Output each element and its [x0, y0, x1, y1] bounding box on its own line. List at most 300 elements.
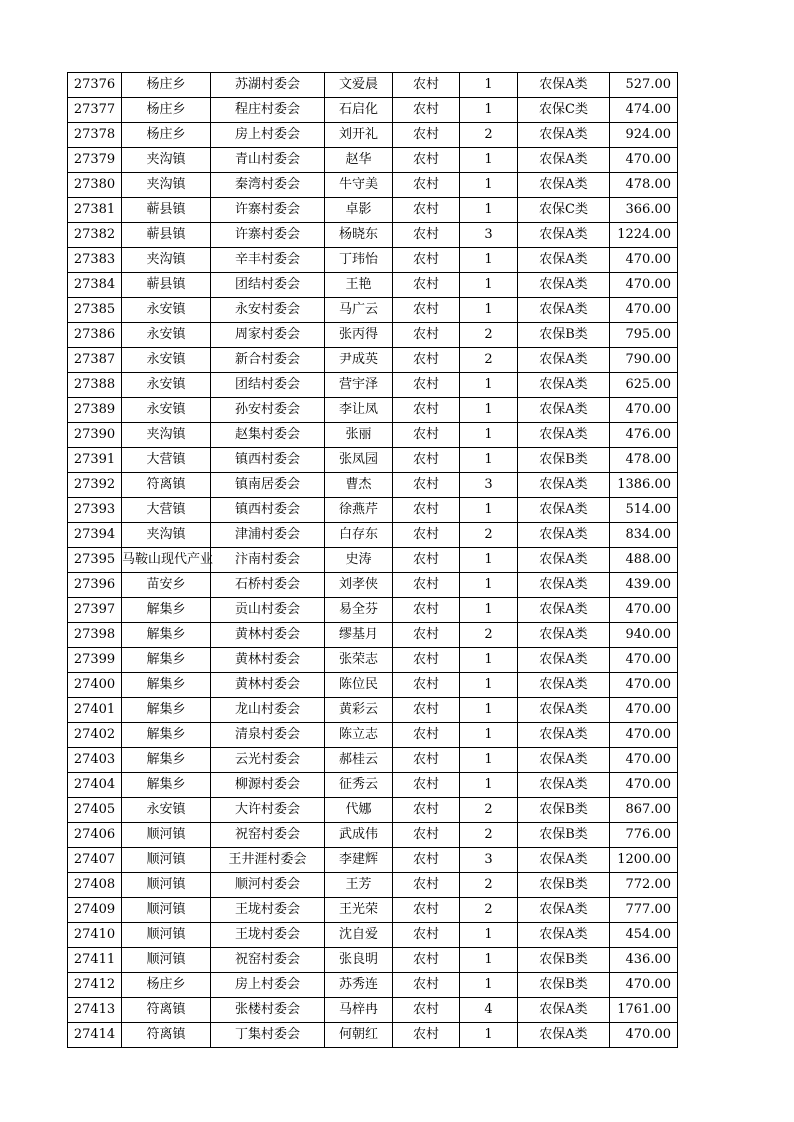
table-row: [68, 323, 678, 348]
village-committee-cell: 黄林村委会: [211, 673, 325, 698]
insurance-category-cell: 农保A类: [518, 73, 610, 98]
insurance-category-cell: 农保C类: [518, 198, 610, 223]
person-count-cell: 1: [460, 573, 518, 598]
amount-cell: 470.00: [610, 298, 678, 323]
village-committee-cell: 黄林村委会: [211, 623, 325, 648]
person-count-cell: 2: [460, 523, 518, 548]
insurance-category-cell: 农保A类: [518, 848, 610, 873]
table-row: [68, 248, 678, 273]
name-cell: 王艳: [325, 273, 393, 298]
person-count-cell: 1: [460, 723, 518, 748]
table-row: [68, 948, 678, 973]
person-count-cell: 2: [460, 623, 518, 648]
name-cell: 丁玮怡: [325, 248, 393, 273]
household-type-cell: 农村: [393, 898, 460, 923]
town-cell: 顺河镇: [122, 823, 211, 848]
name-cell: 郝桂云: [325, 748, 393, 773]
town-cell: 解集乡: [122, 648, 211, 673]
table-row: [68, 98, 678, 123]
household-type-cell: 农村: [393, 848, 460, 873]
person-count-cell: 2: [460, 898, 518, 923]
amount-cell: 436.00: [610, 948, 678, 973]
town-cell: 顺河镇: [122, 948, 211, 973]
household-type-cell: 农村: [393, 523, 460, 548]
record-id-cell: 27412: [68, 973, 122, 998]
name-cell: 张凤园: [325, 448, 393, 473]
insurance-category-cell: 农保A类: [518, 148, 610, 173]
household-type-cell: 农村: [393, 398, 460, 423]
town-cell: 蕲县镇: [122, 223, 211, 248]
village-committee-cell: 辛丰村委会: [211, 248, 325, 273]
town-cell: 顺河镇: [122, 923, 211, 948]
table-row: [68, 298, 678, 323]
insurance-category-cell: 农保B类: [518, 973, 610, 998]
name-cell: 缪基月: [325, 623, 393, 648]
amount-cell: 476.00: [610, 423, 678, 448]
town-cell: 解集乡: [122, 698, 211, 723]
table-row: [68, 923, 678, 948]
name-cell: 杨晓东: [325, 223, 393, 248]
town-cell: 杨庄乡: [122, 98, 211, 123]
record-id-cell: 27397: [68, 598, 122, 623]
insurance-category-cell: 农保C类: [518, 98, 610, 123]
record-id-cell: 27404: [68, 773, 122, 798]
village-committee-cell: 黄林村委会: [211, 648, 325, 673]
village-committee-cell: 苏湖村委会: [211, 73, 325, 98]
table-row: [68, 423, 678, 448]
town-cell: 解集乡: [122, 623, 211, 648]
village-committee-cell: 团结村委会: [211, 273, 325, 298]
insurance-category-cell: 农保A类: [518, 1023, 610, 1048]
table-row: [68, 748, 678, 773]
insurance-category-cell: 农保A类: [518, 598, 610, 623]
table-row: [68, 223, 678, 248]
person-count-cell: 1: [460, 73, 518, 98]
records-table-body: [68, 73, 678, 1048]
name-cell: 刘开礼: [325, 123, 393, 148]
amount-cell: 625.00: [610, 373, 678, 398]
village-committee-cell: 贡山村委会: [211, 598, 325, 623]
amount-cell: 474.00: [610, 98, 678, 123]
village-committee-cell: 丁集村委会: [211, 1023, 325, 1048]
village-committee-cell: 云光村委会: [211, 748, 325, 773]
amount-cell: 470.00: [610, 773, 678, 798]
table-row: [68, 148, 678, 173]
record-id-cell: 27380: [68, 173, 122, 198]
town-cell: 大营镇: [122, 498, 211, 523]
person-count-cell: 3: [460, 223, 518, 248]
insurance-category-cell: 农保A类: [518, 123, 610, 148]
record-id-cell: 27396: [68, 573, 122, 598]
household-type-cell: 农村: [393, 223, 460, 248]
table-row: [68, 273, 678, 298]
record-id-cell: 27379: [68, 148, 122, 173]
household-type-cell: 农村: [393, 998, 460, 1023]
amount-cell: 867.00: [610, 798, 678, 823]
table-row: [68, 548, 678, 573]
village-committee-cell: 房上村委会: [211, 123, 325, 148]
insurance-category-cell: 农保A类: [518, 223, 610, 248]
table-row: [68, 73, 678, 98]
amount-cell: 1761.00: [610, 998, 678, 1023]
amount-cell: 470.00: [610, 723, 678, 748]
table-row: [68, 373, 678, 398]
table-row: [68, 198, 678, 223]
household-type-cell: 农村: [393, 798, 460, 823]
record-id-cell: 27407: [68, 848, 122, 873]
person-count-cell: 1: [460, 198, 518, 223]
amount-cell: 478.00: [610, 448, 678, 473]
table-row: [68, 973, 678, 998]
name-cell: 徐燕芹: [325, 498, 393, 523]
town-cell: 永安镇: [122, 298, 211, 323]
record-id-cell: 27394: [68, 523, 122, 548]
town-cell: 符离镇: [122, 473, 211, 498]
insurance-category-cell: 农保A类: [518, 898, 610, 923]
name-cell: 王芳: [325, 873, 393, 898]
name-cell: 卓影: [325, 198, 393, 223]
village-committee-cell: 许寨村委会: [211, 198, 325, 223]
insurance-category-cell: 农保A类: [518, 548, 610, 573]
person-count-cell: 1: [460, 173, 518, 198]
record-id-cell: 27393: [68, 498, 122, 523]
record-id-cell: 27405: [68, 798, 122, 823]
record-id-cell: 27403: [68, 748, 122, 773]
amount-cell: 470.00: [610, 648, 678, 673]
amount-cell: 470.00: [610, 673, 678, 698]
household-type-cell: 农村: [393, 923, 460, 948]
name-cell: 征秀云: [325, 773, 393, 798]
person-count-cell: 2: [460, 873, 518, 898]
insurance-category-cell: 农保A类: [518, 573, 610, 598]
town-cell: 顺河镇: [122, 873, 211, 898]
household-type-cell: 农村: [393, 198, 460, 223]
amount-cell: 488.00: [610, 548, 678, 573]
insurance-category-cell: 农保A类: [518, 298, 610, 323]
person-count-cell: 1: [460, 248, 518, 273]
insurance-category-cell: 农保A类: [518, 348, 610, 373]
person-count-cell: 2: [460, 348, 518, 373]
village-committee-cell: 新合村委会: [211, 348, 325, 373]
name-cell: 马梓冉: [325, 998, 393, 1023]
town-cell: 顺河镇: [122, 848, 211, 873]
insurance-category-cell: 农保A类: [518, 998, 610, 1023]
village-committee-cell: 秦湾村委会: [211, 173, 325, 198]
name-cell: 尹成英: [325, 348, 393, 373]
table-row: [68, 773, 678, 798]
record-id-cell: 27376: [68, 73, 122, 98]
table-row: [68, 698, 678, 723]
village-committee-cell: 大许村委会: [211, 798, 325, 823]
person-count-cell: 1: [460, 148, 518, 173]
table-row: [68, 448, 678, 473]
amount-cell: 940.00: [610, 623, 678, 648]
table-row: [68, 998, 678, 1023]
amount-cell: 527.00: [610, 73, 678, 98]
name-cell: 营宇泽: [325, 373, 393, 398]
insurance-category-cell: 农保A类: [518, 748, 610, 773]
insurance-category-cell: 农保A类: [518, 698, 610, 723]
name-cell: 武成伟: [325, 823, 393, 848]
person-count-cell: 1: [460, 423, 518, 448]
name-cell: 张良明: [325, 948, 393, 973]
record-id-cell: 27409: [68, 898, 122, 923]
record-id-cell: 27413: [68, 998, 122, 1023]
record-id-cell: 27400: [68, 673, 122, 698]
household-type-cell: 农村: [393, 1023, 460, 1048]
town-cell: 永安镇: [122, 398, 211, 423]
amount-cell: 834.00: [610, 523, 678, 548]
name-cell: 张丙得: [325, 323, 393, 348]
person-count-cell: 1: [460, 1023, 518, 1048]
record-id-cell: 27391: [68, 448, 122, 473]
village-committee-cell: 祝窑村委会: [211, 823, 325, 848]
person-count-cell: 1: [460, 673, 518, 698]
name-cell: 王光荣: [325, 898, 393, 923]
village-committee-cell: 房上村委会: [211, 973, 325, 998]
person-count-cell: 3: [460, 848, 518, 873]
table-row: [68, 898, 678, 923]
village-committee-cell: 柳源村委会: [211, 773, 325, 798]
table-row: [68, 873, 678, 898]
amount-cell: 470.00: [610, 273, 678, 298]
town-cell: 永安镇: [122, 348, 211, 373]
person-count-cell: 1: [460, 698, 518, 723]
insurance-category-cell: 农保A类: [518, 248, 610, 273]
table-row: [68, 398, 678, 423]
town-cell: 夹沟镇: [122, 173, 211, 198]
town-cell: 夹沟镇: [122, 523, 211, 548]
village-committee-cell: 镇西村委会: [211, 498, 325, 523]
person-count-cell: 2: [460, 798, 518, 823]
village-committee-cell: 顺河村委会: [211, 873, 325, 898]
town-cell: 马鞍山现代产业: [122, 548, 211, 573]
insurance-category-cell: 农保A类: [518, 473, 610, 498]
insurance-category-cell: 农保B类: [518, 948, 610, 973]
town-cell: 夹沟镇: [122, 248, 211, 273]
village-committee-cell: 津浦村委会: [211, 523, 325, 548]
town-cell: 苗安乡: [122, 573, 211, 598]
person-count-cell: 1: [460, 273, 518, 298]
household-type-cell: 农村: [393, 548, 460, 573]
household-type-cell: 农村: [393, 573, 460, 598]
table-row: [68, 623, 678, 648]
record-id-cell: 27390: [68, 423, 122, 448]
person-count-cell: 1: [460, 948, 518, 973]
household-type-cell: 农村: [393, 773, 460, 798]
household-type-cell: 农村: [393, 373, 460, 398]
amount-cell: 470.00: [610, 698, 678, 723]
town-cell: 杨庄乡: [122, 123, 211, 148]
person-count-cell: 2: [460, 123, 518, 148]
amount-cell: 470.00: [610, 398, 678, 423]
village-committee-cell: 王垅村委会: [211, 898, 325, 923]
name-cell: 苏秀连: [325, 973, 393, 998]
insurance-category-cell: 农保A类: [518, 773, 610, 798]
name-cell: 史涛: [325, 548, 393, 573]
name-cell: 陈立志: [325, 723, 393, 748]
village-committee-cell: 永安村委会: [211, 298, 325, 323]
record-id-cell: 27399: [68, 648, 122, 673]
table-row: [68, 123, 678, 148]
amount-cell: 478.00: [610, 173, 678, 198]
amount-cell: 514.00: [610, 498, 678, 523]
name-cell: 石启化: [325, 98, 393, 123]
amount-cell: 795.00: [610, 323, 678, 348]
person-count-cell: 2: [460, 823, 518, 848]
name-cell: 陈位民: [325, 673, 393, 698]
insurance-category-cell: 农保A类: [518, 723, 610, 748]
table-row: [68, 673, 678, 698]
person-count-cell: 1: [460, 598, 518, 623]
table-row: [68, 348, 678, 373]
village-committee-cell: 王垅村委会: [211, 923, 325, 948]
person-count-cell: 4: [460, 998, 518, 1023]
record-id-cell: 27406: [68, 823, 122, 848]
household-type-cell: 农村: [393, 723, 460, 748]
name-cell: 刘孝侠: [325, 573, 393, 598]
name-cell: 何朝红: [325, 1023, 393, 1048]
person-count-cell: 1: [460, 448, 518, 473]
household-type-cell: 农村: [393, 623, 460, 648]
village-committee-cell: 清泉村委会: [211, 723, 325, 748]
record-id-cell: 27388: [68, 373, 122, 398]
person-count-cell: 1: [460, 973, 518, 998]
record-id-cell: 27410: [68, 923, 122, 948]
person-count-cell: 1: [460, 98, 518, 123]
record-id-cell: 27408: [68, 873, 122, 898]
name-cell: 牛守美: [325, 173, 393, 198]
name-cell: 白存东: [325, 523, 393, 548]
household-type-cell: 农村: [393, 598, 460, 623]
name-cell: 代娜: [325, 798, 393, 823]
table-row: [68, 648, 678, 673]
household-type-cell: 农村: [393, 748, 460, 773]
town-cell: 夹沟镇: [122, 423, 211, 448]
household-type-cell: 农村: [393, 673, 460, 698]
person-count-cell: 1: [460, 498, 518, 523]
village-committee-cell: 孙安村委会: [211, 398, 325, 423]
household-type-cell: 农村: [393, 873, 460, 898]
record-id-cell: 27385: [68, 298, 122, 323]
household-type-cell: 农村: [393, 273, 460, 298]
town-cell: 解集乡: [122, 723, 211, 748]
amount-cell: 1386.00: [610, 473, 678, 498]
name-cell: 李建辉: [325, 848, 393, 873]
village-committee-cell: 程庄村委会: [211, 98, 325, 123]
table-row: [68, 848, 678, 873]
person-count-cell: 1: [460, 923, 518, 948]
amount-cell: 777.00: [610, 898, 678, 923]
record-id-cell: 27389: [68, 398, 122, 423]
village-committee-cell: 祝窑村委会: [211, 948, 325, 973]
insurance-category-cell: 农保A类: [518, 673, 610, 698]
household-type-cell: 农村: [393, 98, 460, 123]
household-type-cell: 农村: [393, 298, 460, 323]
record-id-cell: 27383: [68, 248, 122, 273]
household-type-cell: 农村: [393, 473, 460, 498]
table-row: [68, 573, 678, 598]
town-cell: 符离镇: [122, 998, 211, 1023]
town-cell: 永安镇: [122, 798, 211, 823]
village-committee-cell: 汴南村委会: [211, 548, 325, 573]
household-type-cell: 农村: [393, 348, 460, 373]
record-id-cell: 27392: [68, 473, 122, 498]
record-id-cell: 27402: [68, 723, 122, 748]
household-type-cell: 农村: [393, 698, 460, 723]
household-type-cell: 农村: [393, 498, 460, 523]
name-cell: 易全芬: [325, 598, 393, 623]
record-id-cell: 27411: [68, 948, 122, 973]
person-count-cell: 1: [460, 773, 518, 798]
village-committee-cell: 镇西村委会: [211, 448, 325, 473]
person-count-cell: 3: [460, 473, 518, 498]
name-cell: 马广云: [325, 298, 393, 323]
town-cell: 符离镇: [122, 1023, 211, 1048]
amount-cell: 470.00: [610, 248, 678, 273]
amount-cell: 790.00: [610, 348, 678, 373]
name-cell: 赵华: [325, 148, 393, 173]
village-committee-cell: 团结村委会: [211, 373, 325, 398]
household-type-cell: 农村: [393, 648, 460, 673]
insurance-category-cell: 农保A类: [518, 623, 610, 648]
town-cell: 蕲县镇: [122, 273, 211, 298]
table-row: [68, 173, 678, 198]
village-committee-cell: 龙山村委会: [211, 698, 325, 723]
person-count-cell: 1: [460, 548, 518, 573]
town-cell: 蕲县镇: [122, 198, 211, 223]
amount-cell: 366.00: [610, 198, 678, 223]
household-type-cell: 农村: [393, 973, 460, 998]
table-row: [68, 523, 678, 548]
town-cell: 解集乡: [122, 773, 211, 798]
household-type-cell: 农村: [393, 448, 460, 473]
insurance-category-cell: 农保B类: [518, 448, 610, 473]
table-row: [68, 473, 678, 498]
amount-cell: 439.00: [610, 573, 678, 598]
record-id-cell: 27377: [68, 98, 122, 123]
amount-cell: 772.00: [610, 873, 678, 898]
amount-cell: 470.00: [610, 148, 678, 173]
town-cell: 解集乡: [122, 598, 211, 623]
table-row: [68, 498, 678, 523]
village-committee-cell: 青山村委会: [211, 148, 325, 173]
town-cell: 夹沟镇: [122, 148, 211, 173]
household-type-cell: 农村: [393, 73, 460, 98]
table-row: [68, 598, 678, 623]
record-id-cell: 27387: [68, 348, 122, 373]
insurance-category-cell: 农保A类: [518, 523, 610, 548]
town-cell: 永安镇: [122, 323, 211, 348]
name-cell: 张荣志: [325, 648, 393, 673]
person-count-cell: 1: [460, 298, 518, 323]
amount-cell: 470.00: [610, 598, 678, 623]
record-id-cell: 27401: [68, 698, 122, 723]
person-count-cell: 1: [460, 748, 518, 773]
insurance-category-cell: 农保A类: [518, 498, 610, 523]
town-cell: 解集乡: [122, 748, 211, 773]
town-cell: 杨庄乡: [122, 973, 211, 998]
insurance-category-cell: 农保B类: [518, 823, 610, 848]
village-committee-cell: 赵集村委会: [211, 423, 325, 448]
household-type-cell: 农村: [393, 948, 460, 973]
town-cell: 永安镇: [122, 373, 211, 398]
insurance-category-cell: 农保A类: [518, 648, 610, 673]
table-row: [68, 723, 678, 748]
town-cell: 解集乡: [122, 673, 211, 698]
town-cell: 大营镇: [122, 448, 211, 473]
record-id-cell: 27386: [68, 323, 122, 348]
